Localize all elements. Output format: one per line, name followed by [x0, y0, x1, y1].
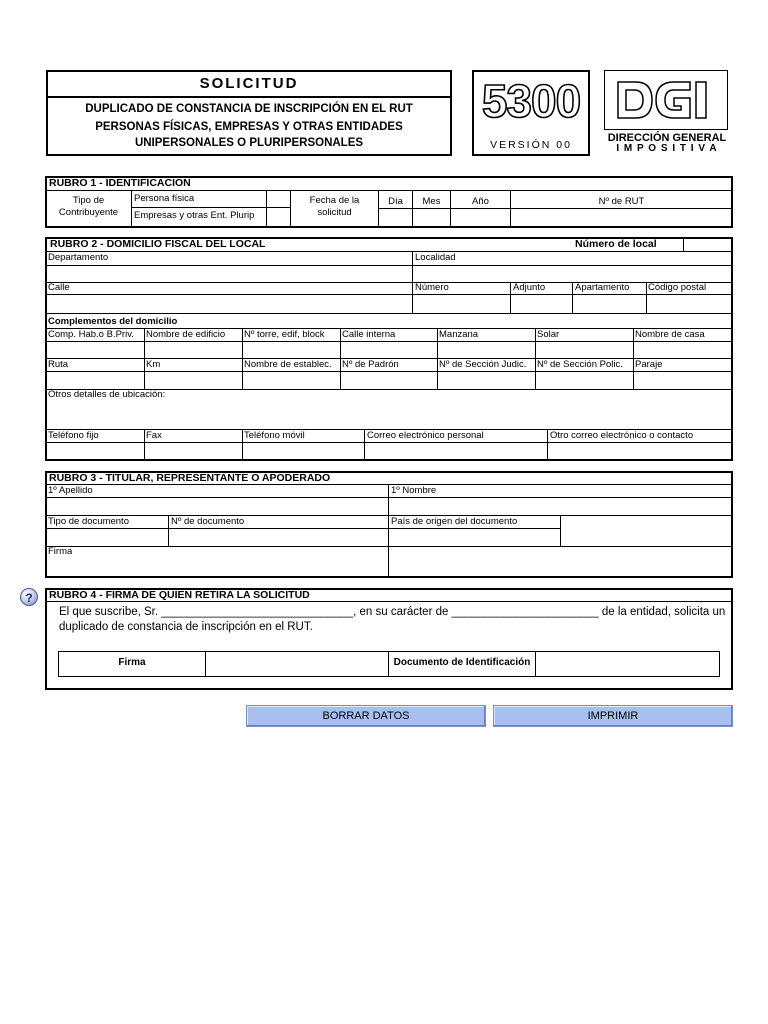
otro-correo-input[interactable] [548, 443, 731, 459]
tipo-contribuyente-label-1: Tipo de [72, 195, 105, 206]
calle-interna-label: Calle interna [342, 329, 396, 340]
apartamento-label: Apartamento [575, 282, 630, 293]
form-version: VERSIÓN 00 [490, 139, 572, 151]
rut-label: Nº de RUT [598, 196, 645, 207]
ruta-label: Ruta [48, 359, 69, 370]
anio-input[interactable] [451, 209, 510, 227]
numero-local-label: Número de local [575, 238, 657, 250]
otro-correo-label: Otro correo electrónico o contacto [550, 430, 694, 441]
ruta-input[interactable] [47, 372, 143, 388]
persona-fisica-checkbox[interactable] [267, 191, 290, 207]
rubro1-title: RUBRO 1 - IDENTIFICACION [49, 177, 191, 189]
localidad-label: Localidad [415, 252, 456, 263]
solar-label: Solar [537, 329, 560, 340]
solar-input[interactable] [536, 342, 632, 358]
rubro4-documento-label: Documento de Identificación [393, 657, 531, 668]
persona-fisica-label: Persona física [134, 193, 195, 204]
nombre-casa-input[interactable] [634, 342, 731, 358]
calle-input[interactable] [47, 295, 411, 312]
padron-label: Nº de Padrón [342, 359, 399, 370]
org-name-1: DIRECCIÓN GENERAL [607, 132, 727, 144]
anio-label: Año [472, 196, 489, 207]
nombre-establec-input[interactable] [243, 372, 339, 388]
dia-input[interactable] [379, 209, 412, 227]
tipo-documento-label: Tipo de documento [48, 516, 129, 527]
fax-label: Fax [146, 430, 162, 441]
rubro4-firma-input[interactable] [206, 652, 388, 676]
rubro4-firma-label: Firma [118, 657, 146, 668]
localidad-input[interactable] [413, 266, 731, 282]
empresas-label: Empresas y otras Ent. Plurip [134, 210, 255, 221]
num-documento-input[interactable] [169, 529, 387, 545]
rubro4-text-2: duplicado de constancia de inscripción en el RUT. [59, 621, 313, 633]
dgi-logo-icon [612, 78, 720, 122]
num-documento-label: Nº de documento [171, 516, 245, 527]
adjunto-input[interactable] [511, 295, 571, 312]
km-input[interactable] [145, 372, 241, 388]
firma-area[interactable] [47, 559, 387, 576]
telefono-fijo-input[interactable] [47, 443, 143, 459]
telefono-movil-label: Teléfono móvil [244, 430, 305, 441]
imprimir-button[interactable]: IMPRIMIR [493, 705, 733, 727]
padron-input[interactable] [341, 372, 436, 388]
torre-input[interactable] [243, 342, 339, 358]
form-subtitle-1: DUPLICADO DE CONSTANCIA DE INSCRIPCIÓN EN EL RUT [85, 103, 413, 115]
codigo-postal-label: Código postal [648, 282, 707, 293]
paraje-input[interactable] [634, 372, 731, 388]
mes-input[interactable] [413, 209, 450, 227]
mes-label: Mes [422, 196, 441, 207]
manzana-label: Manzana [439, 329, 479, 340]
nombre-label: 1º Nombre [391, 485, 437, 496]
correo-input[interactable] [365, 443, 546, 459]
firma-label: Firma [48, 546, 73, 557]
tipo-contribuyente-label-2: Contribuyente [58, 207, 119, 218]
otros-detalles-input[interactable] [47, 402, 731, 428]
help-icon[interactable]: ? [20, 588, 38, 606]
pais-origen-input[interactable] [389, 529, 559, 545]
rubro4-title: RUBRO 4 - FIRMA DE QUIEN RETIRA LA SOLICITUD [49, 589, 310, 601]
fecha-label-2: solicitud [317, 207, 352, 218]
nombre-edificio-input[interactable] [145, 342, 241, 358]
form-subtitle-3: UNIPERSONALES O PLURIPERSONALES [134, 137, 364, 149]
otros-detalles-label: Otros detalles de ubicación: [48, 389, 166, 400]
seccion-judic-input[interactable] [438, 372, 534, 388]
rut-input[interactable] [511, 209, 732, 227]
telefono-fijo-label: Teléfono fijo [48, 430, 99, 441]
borrar-datos-button[interactable]: BORRAR DATOS [246, 705, 486, 727]
form-subtitle-2: PERSONAS FÍSICAS, EMPRESAS Y OTRAS ENTIDADES [95, 121, 403, 133]
km-label: Km [146, 359, 161, 370]
adjunto-label: Adjunto [513, 282, 546, 293]
rubro4-text-1: El que suscribe, Sr. ______________________________, en su carácter de _______________________ de la entidad, solicita un [59, 606, 726, 618]
numero-local-input[interactable] [684, 238, 732, 252]
numero-input[interactable] [413, 295, 509, 312]
nombre-establec-label: Nombre de establec. [244, 359, 332, 370]
departamento-input[interactable] [47, 266, 411, 282]
comp-hab-input[interactable] [47, 342, 143, 358]
telefono-movil-input[interactable] [243, 443, 363, 459]
complementos-label: Complementos del domicilio [48, 316, 178, 327]
nombre-input[interactable] [389, 498, 731, 514]
manzana-input[interactable] [438, 342, 534, 358]
empresas-checkbox[interactable] [267, 208, 290, 227]
form-title: SOLICITUD [199, 75, 299, 92]
torre-label: Nº torre, edif, block [244, 329, 325, 340]
seccion-polic-label: Nº de Sección Polic. [537, 359, 623, 370]
nombre-casa-label: Nombre de casa [635, 329, 705, 340]
form-number: 5300 [481, 75, 581, 127]
numero-label: Número [415, 282, 449, 293]
tipo-documento-input[interactable] [47, 529, 167, 545]
fecha-label-1: Fecha de la [309, 195, 360, 206]
apartamento-input[interactable] [573, 295, 645, 312]
seccion-judic-label: Nº de Sección Judic. [439, 359, 527, 370]
paraje-label: Paraje [635, 359, 663, 370]
departamento-label: Departamento [48, 252, 109, 263]
org-name-2: I M P O S I T I V A [616, 143, 718, 154]
nombre-edificio-label: Nombre de edificio [146, 329, 226, 340]
apellido-label: 1º Apellido [48, 485, 93, 496]
seccion-polic-input[interactable] [536, 372, 632, 388]
fax-input[interactable] [145, 443, 241, 459]
rubro3-title: RUBRO 3 - TITULAR, REPRESENTANTE O APODERADO [49, 472, 331, 484]
correo-label: Correo electrónico personal [367, 430, 484, 441]
calle-interna-input[interactable] [341, 342, 436, 358]
apellido-input[interactable] [47, 498, 387, 514]
comp-hab-label: Comp. Hab.o B.Priv. [48, 329, 134, 340]
calle-label: Calle [48, 282, 70, 293]
rubro2-title: RUBRO 2 - DOMICILIO FISCAL DEL LOCAL [50, 238, 266, 250]
codigo-postal-input[interactable] [647, 295, 731, 312]
dia-label: Día [388, 196, 403, 207]
rubro4-documento-input[interactable] [536, 652, 719, 676]
pais-origen-label: País de origen del documento [391, 516, 518, 527]
